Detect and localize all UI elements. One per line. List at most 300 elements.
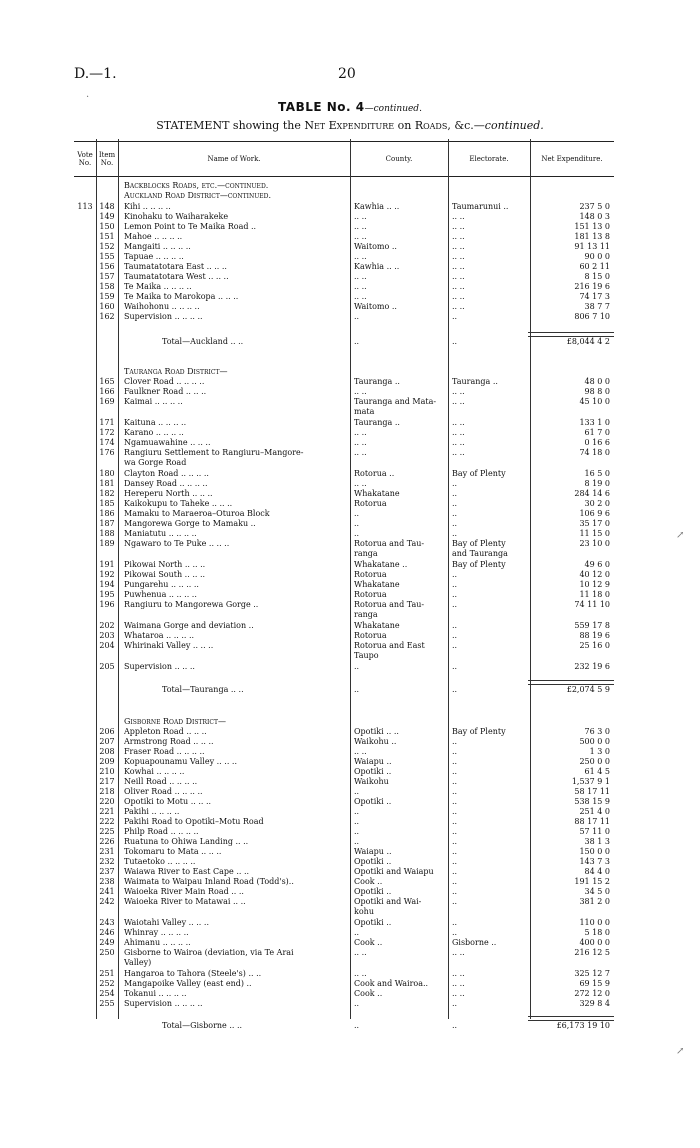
net-expenditure-cell: 216 12 5 xyxy=(574,948,610,957)
county-cell: Waikohu xyxy=(354,777,389,786)
county-cell: Kawhia .. .. xyxy=(354,202,400,211)
county-cell: .. .. xyxy=(354,948,367,957)
work-name-cell: Pikowai South .. .. .. xyxy=(124,570,206,579)
work-name-cell: Kaimai .. .. .. .. xyxy=(124,397,183,406)
work-name-cell: Total—Gisborne .. .. xyxy=(162,1021,243,1030)
item-cell: 189 xyxy=(99,539,115,548)
electorate-cell: .. xyxy=(452,590,458,599)
work-name-cell: Supervision .. .. .. xyxy=(124,662,195,671)
county-cell: .. .. xyxy=(354,448,367,457)
net-expenditure-cell: 30 2 0 xyxy=(584,499,610,508)
item-cell: 254 xyxy=(99,989,115,998)
work-name-cell: Kowhai .. .. .. .. xyxy=(124,767,185,776)
county-cell: .. .. xyxy=(354,387,367,396)
net-expenditure-cell: 34 5 0 xyxy=(584,887,610,896)
item-cell: 209 xyxy=(99,757,115,766)
net-expenditure-cell: 84 4 0 xyxy=(584,867,610,876)
electorate-cell: .. xyxy=(452,757,458,766)
table-row xyxy=(74,958,614,969)
item-cell: 255 xyxy=(99,999,115,1008)
work-name-cell: Ruatuna to Ohiwa Landing .. .. xyxy=(124,837,249,846)
net-expenditure-cell: 148 0 3 xyxy=(579,212,610,221)
item-cell: 202 xyxy=(99,621,115,630)
electorate-cell: .. xyxy=(452,519,458,528)
work-name-cell: Te Maika .. .. .. .. xyxy=(124,282,192,291)
county-cell: .. xyxy=(354,1021,360,1030)
item-cell: 172 xyxy=(99,428,115,437)
electorate-cell: .. xyxy=(452,827,458,836)
electorate-cell: .. xyxy=(452,1021,458,1030)
county-cell: Opotiki .. xyxy=(354,767,392,776)
net-expenditure-cell: 232 19 6 xyxy=(574,662,610,671)
electorate-cell: .. .. xyxy=(452,262,465,271)
county-cell: Opotiki .. xyxy=(354,857,392,866)
item-cell: 171 xyxy=(99,418,115,427)
table-row xyxy=(74,610,614,621)
net-expenditure-cell: 110 0 0 xyxy=(579,918,610,927)
net-expenditure-cell: 191 15 2 xyxy=(574,877,610,886)
electorate-cell: .. xyxy=(452,600,458,609)
net-expenditure-cell: 23 10 0 xyxy=(579,539,610,548)
electorate-cell: .. .. xyxy=(452,948,465,957)
item-cell: 208 xyxy=(99,747,115,756)
section-heading-row xyxy=(74,191,614,202)
electorate-cell: .. xyxy=(452,570,458,579)
table-header-rule xyxy=(74,176,614,177)
work-name-cell: Oliver Road .. .. .. .. xyxy=(124,787,203,796)
work-name-cell: Waimana Gorge and deviation .. xyxy=(124,621,254,630)
work-name-cell: Dansey Road .. .. .. .. xyxy=(124,479,208,488)
net-expenditure-cell: 58 17 11 xyxy=(574,787,610,796)
work-name-cell: Ahimanu .. .. .. .. xyxy=(124,938,191,947)
electorate-cell: .. xyxy=(452,867,458,876)
county-cell: .. xyxy=(354,685,360,694)
total-rule xyxy=(528,680,614,685)
work-name-cell: Opotiki to Motu .. .. .. xyxy=(124,797,212,806)
statement-subtitle xyxy=(0,119,700,132)
electorate-cell: .. xyxy=(452,847,458,856)
table-row xyxy=(74,458,614,469)
electorate-cell: .. xyxy=(452,767,458,776)
net-expenditure-cell: 98 8 0 xyxy=(584,387,610,396)
table-row xyxy=(74,999,614,1010)
item-cell: 162 xyxy=(99,312,115,321)
county-cell: Waitomo .. xyxy=(354,242,397,251)
item-cell: 156 xyxy=(99,262,115,271)
header-work: Name of Work. xyxy=(207,155,261,163)
work-name-cell: Puwhenua .. .. .. .. xyxy=(124,590,197,599)
electorate-cell: .. .. xyxy=(452,242,465,251)
county-cell: .. .. xyxy=(354,438,367,447)
county-cell: Tauranga .. xyxy=(354,418,400,427)
county-cell: .. xyxy=(354,928,360,937)
subtitle-post: , &c.— xyxy=(447,119,485,132)
county-cell: Rotorua xyxy=(354,590,387,599)
item-cell: 206 xyxy=(99,727,115,736)
county-cell: Whakatane xyxy=(354,580,400,589)
item-cell: 217 xyxy=(99,777,115,786)
electorate-cell: .. .. xyxy=(452,292,465,301)
item-cell: 180 xyxy=(99,469,115,478)
work-name-cell: Mamaku to Maraeroa–Oturoa Block xyxy=(124,509,270,518)
county-cell: ranga xyxy=(354,610,378,619)
net-expenditure-cell: 1,537 9 1 xyxy=(571,777,610,786)
work-name-cell: wa Gorge Road xyxy=(124,458,187,467)
net-expenditure-cell: 91 13 11 xyxy=(574,242,610,251)
table-row xyxy=(74,651,614,662)
net-expenditure-cell: 25 16 0 xyxy=(579,641,610,650)
subtitle-caps2: Roads xyxy=(414,119,448,132)
work-name-cell: Faulkner Road .. .. .. xyxy=(124,387,207,396)
net-expenditure-cell: 559 17 8 xyxy=(574,621,610,630)
electorate-cell: Bay of Plenty xyxy=(452,469,506,478)
item-cell: 152 xyxy=(99,242,115,251)
expenditure-table xyxy=(74,139,614,1030)
electorate-cell: .. xyxy=(452,807,458,816)
subtitle-cont: continued. xyxy=(484,119,544,132)
header-electorate: Electorate. xyxy=(469,155,509,163)
item-cell: 186 xyxy=(99,509,115,518)
county-cell: .. xyxy=(354,817,360,826)
table-row xyxy=(74,312,614,323)
item-cell: 222 xyxy=(99,817,115,826)
work-name-cell: Clayton Road .. .. .. .. xyxy=(124,469,209,478)
electorate-cell: .. .. xyxy=(452,232,465,241)
total-row xyxy=(74,1021,614,1032)
total-rule xyxy=(528,1016,614,1021)
net-expenditure-cell: 272 12 0 xyxy=(574,989,610,998)
county-cell: .. xyxy=(354,519,360,528)
electorate-cell: .. .. xyxy=(452,448,465,457)
work-name-cell: Backblocks Roads, etc.—continued. xyxy=(124,181,269,190)
page-number: 20 xyxy=(338,66,356,82)
item-cell: 165 xyxy=(99,377,115,386)
county-cell: .. .. xyxy=(354,292,367,301)
electorate-cell: .. xyxy=(452,837,458,846)
net-expenditure-cell: 181 13 8 xyxy=(574,232,610,241)
county-cell: Rotorua xyxy=(354,631,387,640)
county-cell: .. xyxy=(354,529,360,538)
electorate-cell: .. xyxy=(452,897,458,906)
item-cell: 149 xyxy=(99,212,115,221)
item-cell: 151 xyxy=(99,232,115,241)
work-name-cell: Rangiuru to Mangorewa Gorge .. xyxy=(124,600,259,609)
electorate-cell: .. .. xyxy=(452,418,465,427)
net-expenditure-cell: 88 17 11 xyxy=(574,817,610,826)
county-cell: .. .. xyxy=(354,479,367,488)
item-cell: 155 xyxy=(99,252,115,261)
item-cell: 192 xyxy=(99,570,115,579)
net-expenditure-cell: 329 8 4 xyxy=(579,999,610,1008)
total-rule xyxy=(528,332,614,337)
county-cell: ranga xyxy=(354,549,378,558)
electorate-cell: .. xyxy=(452,489,458,498)
work-name-cell: Mangorewa Gorge to Mamaku .. xyxy=(124,519,256,528)
table-row xyxy=(74,549,614,560)
county-cell: Whakatane .. xyxy=(354,560,408,569)
electorate-cell: .. .. xyxy=(452,989,465,998)
margin-mark: ↗ xyxy=(676,530,685,541)
electorate-cell: .. xyxy=(452,918,458,927)
county-cell: Cook .. xyxy=(354,989,383,998)
work-name-cell: Pungarehu .. .. .. .. xyxy=(124,580,199,589)
item-cell: 148 xyxy=(99,202,115,211)
work-name-cell: Kaikokupu to Taheke .. .. .. xyxy=(124,499,233,508)
electorate-cell: .. xyxy=(452,817,458,826)
item-cell: 250 xyxy=(99,948,115,957)
table-row xyxy=(74,907,614,918)
electorate-cell: .. xyxy=(452,737,458,746)
electorate-cell: .. xyxy=(452,662,458,671)
item-cell: 150 xyxy=(99,222,115,231)
item-cell: 204 xyxy=(99,641,115,650)
net-expenditure-cell: 538 15 9 xyxy=(574,797,610,806)
net-expenditure-cell: 69 15 9 xyxy=(579,979,610,988)
work-name-cell: Valley) xyxy=(124,958,152,967)
county-cell: Opotiki .. .. xyxy=(354,727,399,736)
electorate-cell: and Tauranga xyxy=(452,549,508,558)
vote-cell: 113 xyxy=(77,202,93,211)
net-expenditure-cell: 40 12 0 xyxy=(579,570,610,579)
item-cell: 210 xyxy=(99,767,115,776)
county-cell: .. xyxy=(354,787,360,796)
item-cell: 242 xyxy=(99,897,115,906)
electorate-cell: Bay of Plenty xyxy=(452,560,506,569)
county-cell: .. xyxy=(354,827,360,836)
county-cell: .. .. xyxy=(354,272,367,281)
net-expenditure-cell: 88 19 6 xyxy=(579,631,610,640)
work-name-cell: Kihi .. .. .. .. xyxy=(124,202,171,211)
item-cell: 187 xyxy=(99,519,115,528)
work-name-cell: Karano .. .. .. .. xyxy=(124,428,184,437)
county-cell: Rotorua and East xyxy=(354,641,425,650)
item-cell: 220 xyxy=(99,797,115,806)
county-cell: Tauranga and Mata- xyxy=(354,397,437,406)
electorate-cell: .. xyxy=(452,887,458,896)
county-cell: .. .. xyxy=(354,212,367,221)
work-name-cell: Lemon Point to Te Maika Road .. xyxy=(124,222,257,231)
county-cell: Tauranga .. xyxy=(354,377,400,386)
net-expenditure-cell: £2,074 5 9 xyxy=(566,685,610,694)
work-name-cell: Fraser Road .. .. .. .. xyxy=(124,747,205,756)
county-cell: Waitomo .. xyxy=(354,302,397,311)
electorate-cell: Bay of Plenty xyxy=(452,727,506,736)
county-cell: Rotorua xyxy=(354,499,387,508)
electorate-cell: .. xyxy=(452,787,458,796)
county-cell: .. xyxy=(354,312,360,321)
net-expenditure-cell: 325 12 7 xyxy=(574,969,610,978)
electorate-cell: .. xyxy=(452,857,458,866)
net-expenditure-cell: 251 4 0 xyxy=(579,807,610,816)
county-cell: .. xyxy=(354,837,360,846)
total-row xyxy=(74,685,614,696)
net-expenditure-cell: 500 0 0 xyxy=(579,737,610,746)
item-cell: 205 xyxy=(99,662,115,671)
electorate-cell: .. xyxy=(452,877,458,886)
net-expenditure-cell: 49 6 0 xyxy=(584,560,610,569)
net-expenditure-cell: 237 5 0 xyxy=(579,202,610,211)
table-row xyxy=(74,662,614,673)
electorate-cell: .. .. xyxy=(452,387,465,396)
net-expenditure-cell: 38 1 3 xyxy=(584,837,610,846)
electorate-cell: Bay of Plenty xyxy=(452,539,506,548)
work-name-cell: Waioeka River to Matawai .. .. xyxy=(124,897,246,906)
county-cell: .. xyxy=(354,807,360,816)
electorate-cell: .. xyxy=(452,747,458,756)
work-name-cell: Mangaiti .. .. .. .. xyxy=(124,242,191,251)
margin-mark: ↗ xyxy=(676,1046,685,1057)
net-expenditure-cell: 45 10 0 xyxy=(579,397,610,406)
work-name-cell: Tokomaru to Mata .. .. .. xyxy=(124,847,222,856)
county-cell: .. .. xyxy=(354,747,367,756)
county-cell: Rotorua xyxy=(354,570,387,579)
item-cell: 158 xyxy=(99,282,115,291)
item-cell: 251 xyxy=(99,969,115,978)
item-cell: 238 xyxy=(99,877,115,886)
work-name-cell: Tauranga Road District— xyxy=(124,367,228,376)
net-expenditure-cell: 76 3 0 xyxy=(584,727,610,736)
work-name-cell: Ngawaro to Te Puke .. .. .. xyxy=(124,539,230,548)
county-cell: Rotorua .. xyxy=(354,469,395,478)
net-expenditure-cell: 806 7 10 xyxy=(574,312,610,321)
item-cell: 195 xyxy=(99,590,115,599)
table-title-cont: —continued. xyxy=(364,104,422,114)
net-expenditure-cell: 57 11 0 xyxy=(579,827,610,836)
net-expenditure-cell: 74 18 0 xyxy=(579,448,610,457)
county-cell: Taupo xyxy=(354,651,379,660)
electorate-cell: .. .. xyxy=(452,969,465,978)
county-cell: Waikohu .. xyxy=(354,737,397,746)
electorate-cell: .. xyxy=(452,797,458,806)
electorate-cell: .. xyxy=(452,631,458,640)
county-cell: Cook .. xyxy=(354,938,383,947)
county-cell: .. xyxy=(354,999,360,1008)
electorate-cell: .. xyxy=(452,337,458,346)
electorate-cell: .. .. xyxy=(452,979,465,988)
electorate-cell: .. xyxy=(452,509,458,518)
item-cell: 243 xyxy=(99,918,115,927)
item-cell: 157 xyxy=(99,272,115,281)
work-name-cell: Maniatutu .. .. .. .. xyxy=(124,529,197,538)
header-item: Item No. xyxy=(98,151,116,167)
item-cell: 207 xyxy=(99,737,115,746)
work-name-cell: Taumatatotara East .. .. .. xyxy=(124,262,227,271)
electorate-cell: .. .. xyxy=(452,438,465,447)
item-cell: 166 xyxy=(99,387,115,396)
work-name-cell: Whataroa .. .. .. .. xyxy=(124,631,195,640)
electorate-cell: .. .. xyxy=(452,428,465,437)
county-cell: Opotiki and Wai- xyxy=(354,897,422,906)
net-expenditure-cell: 106 9 6 xyxy=(579,509,610,518)
header-vote: Vote No. xyxy=(77,151,93,167)
county-cell: Rotorua and Tau- xyxy=(354,539,425,548)
item-cell: 232 xyxy=(99,857,115,866)
county-cell: .. .. xyxy=(354,282,367,291)
work-name-cell: Total—Auckland .. .. xyxy=(162,337,244,346)
county-cell: .. xyxy=(354,509,360,518)
subtitle-mid: on xyxy=(394,119,415,132)
work-name-cell: Whirinaki Valley .. .. .. xyxy=(124,641,214,650)
work-name-cell: Waiotahi Valley .. .. .. xyxy=(124,918,209,927)
county-cell: Whakatane xyxy=(354,489,400,498)
work-name-cell: Te Maika to Marokopa .. .. .. xyxy=(124,292,239,301)
work-name-cell: Pikowai North .. .. .. xyxy=(124,560,206,569)
net-expenditure-cell: 5 18 0 xyxy=(584,928,610,937)
work-name-cell: Ngamuawahine .. .. .. xyxy=(124,438,211,447)
electorate-cell: .. xyxy=(452,999,458,1008)
net-expenditure-cell: 250 0 0 xyxy=(579,757,610,766)
item-cell: 191 xyxy=(99,560,115,569)
item-cell: 221 xyxy=(99,807,115,816)
electorate-cell: .. .. xyxy=(452,252,465,261)
net-expenditure-cell: 74 17 3 xyxy=(579,292,610,301)
electorate-cell: .. xyxy=(452,580,458,589)
item-cell: 182 xyxy=(99,489,115,498)
net-expenditure-cell: 11 15 0 xyxy=(579,529,610,538)
net-expenditure-cell: 74 11 10 xyxy=(574,600,610,609)
work-name-cell: Hangaroa to Tahora (Steele's) .. .. xyxy=(124,969,262,978)
net-expenditure-cell: 216 19 6 xyxy=(574,282,610,291)
county-cell: .. xyxy=(354,662,360,671)
electorate-cell: .. xyxy=(452,499,458,508)
net-expenditure-cell: 61 7 0 xyxy=(584,428,610,437)
work-name-cell: Waioeka River Main Road .. .. xyxy=(124,887,244,896)
item-cell: 188 xyxy=(99,529,115,538)
work-name-cell: Waiawa River to East Cape .. .. xyxy=(124,867,250,876)
county-cell: Waiapu .. xyxy=(354,757,392,766)
work-name-cell: Total—Tauranga .. .. xyxy=(162,685,244,694)
county-cell: Cook .. xyxy=(354,877,383,886)
county-cell: Whakatane xyxy=(354,621,400,630)
county-cell: Opotiki .. xyxy=(354,887,392,896)
table-row xyxy=(74,407,614,418)
work-name-cell: Waihohonu .. .. .. .. xyxy=(124,302,200,311)
county-cell: Cook and Wairoa.. xyxy=(354,979,429,988)
item-cell: 196 xyxy=(99,600,115,609)
net-expenditure-cell: 48 0 0 xyxy=(584,377,610,386)
county-cell: kohu xyxy=(354,907,374,916)
electorate-cell: .. xyxy=(452,641,458,650)
work-name-cell: Appleton Road .. .. .. xyxy=(124,727,207,736)
net-expenditure-cell: 10 12 9 xyxy=(579,580,610,589)
item-cell: 249 xyxy=(99,938,115,947)
electorate-cell: .. xyxy=(452,621,458,630)
net-expenditure-cell: 61 4 5 xyxy=(584,767,610,776)
item-cell: 176 xyxy=(99,448,115,457)
work-name-cell: Whinray .. .. .. .. xyxy=(124,928,189,937)
work-name-cell: Kinohaku to Waiharakeke xyxy=(124,212,229,221)
county-cell: Rotorua and Tau- xyxy=(354,600,425,609)
net-expenditure-cell: £6,173 19 10 xyxy=(556,1021,610,1030)
work-name-cell: Armstrong Road .. .. .. xyxy=(124,737,214,746)
county-cell: .. .. xyxy=(354,222,367,231)
item-cell: 225 xyxy=(99,827,115,836)
item-cell: 160 xyxy=(99,302,115,311)
county-cell: .. .. xyxy=(354,969,367,978)
item-cell: 203 xyxy=(99,631,115,640)
table-title-main: TABLE No. 4 xyxy=(278,100,365,114)
electorate-cell: .. .. xyxy=(452,282,465,291)
county-cell: mata xyxy=(354,407,375,416)
net-expenditure-cell: 133 1 0 xyxy=(579,418,610,427)
electorate-cell: Gisborne .. xyxy=(452,938,497,947)
item-cell: 185 xyxy=(99,499,115,508)
page-reference: D.—1. xyxy=(74,66,117,82)
item-cell: 241 xyxy=(99,887,115,896)
county-cell: .. .. xyxy=(354,252,367,261)
work-name-cell: Tokanui .. .. .. .. xyxy=(124,989,187,998)
electorate-cell: Tauranga .. xyxy=(452,377,498,386)
